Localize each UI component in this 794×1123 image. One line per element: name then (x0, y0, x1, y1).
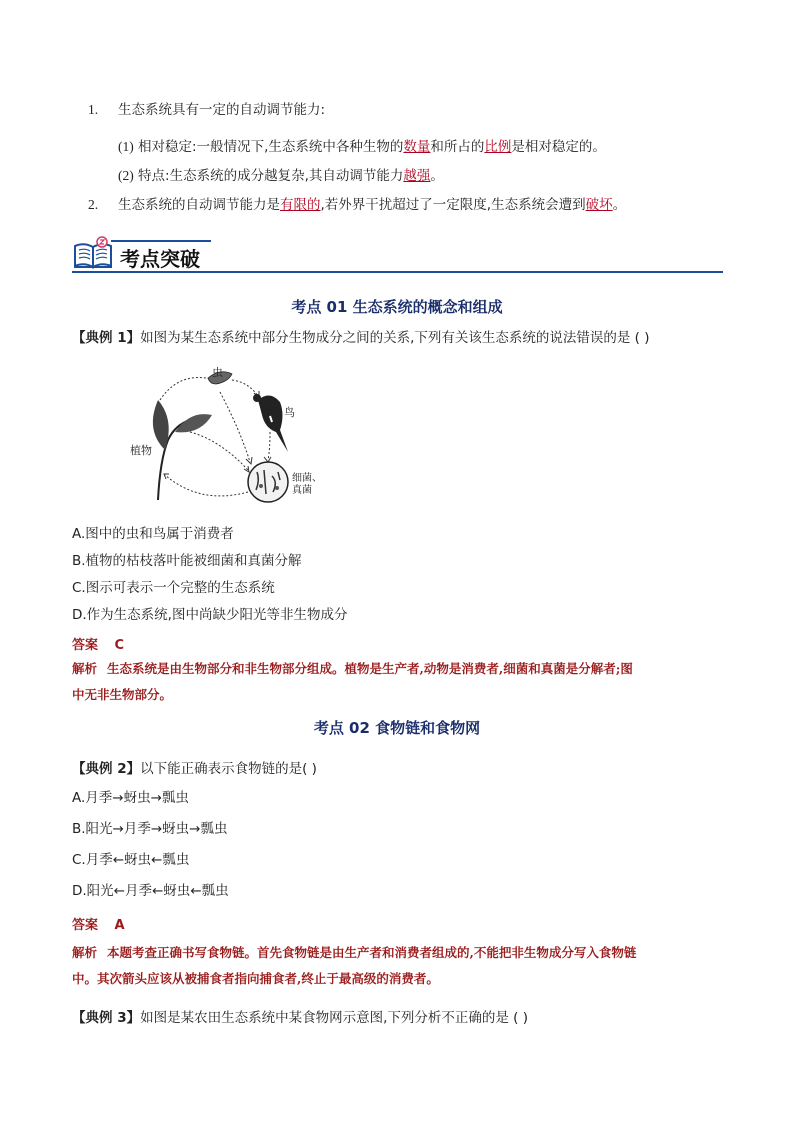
book-icon (72, 236, 114, 270)
sub-item-text: 特点:生态系统的成分越复杂,其自动调节能力 (138, 168, 404, 184)
analysis-label: 解析 (72, 661, 98, 676)
analysis-text: 中无非生物部分。 (72, 687, 173, 702)
keyword-limited: 有限的 (280, 197, 321, 213)
question-text: 如图是某农田生态系统中某食物网示意图,下列分析不正确的是 ( ) (140, 1010, 529, 1026)
keyword-stronger: 越强 (403, 168, 431, 184)
sub-item-number: (2) (118, 168, 134, 183)
label-microbes (292, 473, 322, 497)
option-b: B.植物的枯枝落叶能被细菌和真菌分解 (72, 553, 302, 569)
point-01-title: 考点 01 生态系统的概念和组成 (291, 298, 503, 316)
analysis-1 (72, 656, 732, 708)
option-b: B.阳光→月季→蚜虫→瓢虫 (72, 821, 228, 837)
option-d: D.作为生态系统,图中尚缺少阳光等非生物成分 (72, 607, 348, 623)
label-bacteria: 细菌、 (292, 473, 322, 484)
example-1-question (72, 328, 650, 348)
label-plant: 植物 (130, 444, 152, 457)
analysis-text: 本题考查正确书写食物链。首先食物链是由生产者和消费者组成的,不能把非生物成分写入食物链 (107, 945, 637, 960)
list-number: 2. (88, 197, 99, 212)
analysis-label: 解析 (72, 945, 98, 960)
keyword-destroyed: 破坏 (585, 197, 613, 213)
section-divider (72, 271, 723, 273)
example-label: 【典例 2】 (72, 761, 141, 777)
list-item-1 (88, 100, 98, 120)
label-fungi: 真菌 (292, 485, 312, 496)
list-item-2 (88, 195, 98, 215)
option-c: C.月季←蚜虫←瓢虫 (72, 852, 190, 868)
header-accent-line (111, 240, 211, 242)
list-item-1-text: 生态系统具有一定的自动调节能力: (118, 102, 326, 118)
sub-item-number: (1) (118, 139, 134, 154)
label-bird: 鸟 (284, 406, 295, 419)
example-3-question (72, 1008, 528, 1028)
analysis-2 (72, 940, 732, 992)
option-a: A.月季→蚜虫→瓢虫 (72, 790, 189, 806)
option-d: D.阳光←月季←蚜虫←瓢虫 (72, 883, 229, 899)
list-number: 1. (88, 102, 99, 117)
sub-item-text: 。 (430, 168, 444, 184)
keyword-quantity: 数量 (403, 139, 431, 155)
sub-item-text: 是相对稳定的。 (511, 139, 606, 155)
answer-label: 答案 (72, 638, 99, 653)
example-label: 【典例 3】 (72, 1010, 141, 1026)
example-label: 【典例 1】 (72, 330, 141, 346)
item-text: ,若外界干扰超过了一定限度,生态系统会遭到 (320, 197, 586, 213)
answer-2 (72, 914, 125, 933)
option-a: A.图中的虫和鸟属于消费者 (72, 526, 234, 542)
option-c: C.图示可表示一个完整的生态系统 (72, 580, 275, 596)
answer-value: C (114, 638, 125, 653)
answer-1 (72, 634, 124, 653)
sub-item-text: 和所占的 (430, 139, 485, 155)
question-text: 如图为某生态系统中部分生物成分之间的关系,下列有关该生态系统的说法错误的是 ( ) (140, 330, 650, 346)
sub-item-text: 相对稳定:一般情况下,生态系统中各种生物的 (138, 139, 404, 155)
list-item-2-text (118, 195, 626, 215)
item-text: 。 (612, 197, 627, 213)
sub-item-1 (118, 137, 606, 157)
keyword-ratio: 比例 (484, 139, 512, 155)
analysis-text: 中。其次箭头应该从被捕食者指向捕食者,终止于最高级的消费者。 (72, 971, 439, 986)
label-insect: 虫 (212, 366, 223, 379)
analysis-text: 生态系统是由生物部分和非生物部分组成。植物是生产者,动物是消费者,细菌和真菌是分解者;图 (107, 661, 633, 676)
answer-value: A (114, 918, 125, 933)
question-text: 以下能正确表示食物链的是( ) (140, 761, 317, 777)
example-2-question (72, 759, 317, 779)
answer-label: 答案 (72, 918, 99, 933)
sub-item-2 (118, 166, 444, 186)
point-02-title: 考点 02 食物链和食物网 (313, 719, 481, 737)
section-title: 考点突破 (120, 247, 200, 271)
item-text: 生态系统的自动调节能力是 (118, 197, 280, 213)
